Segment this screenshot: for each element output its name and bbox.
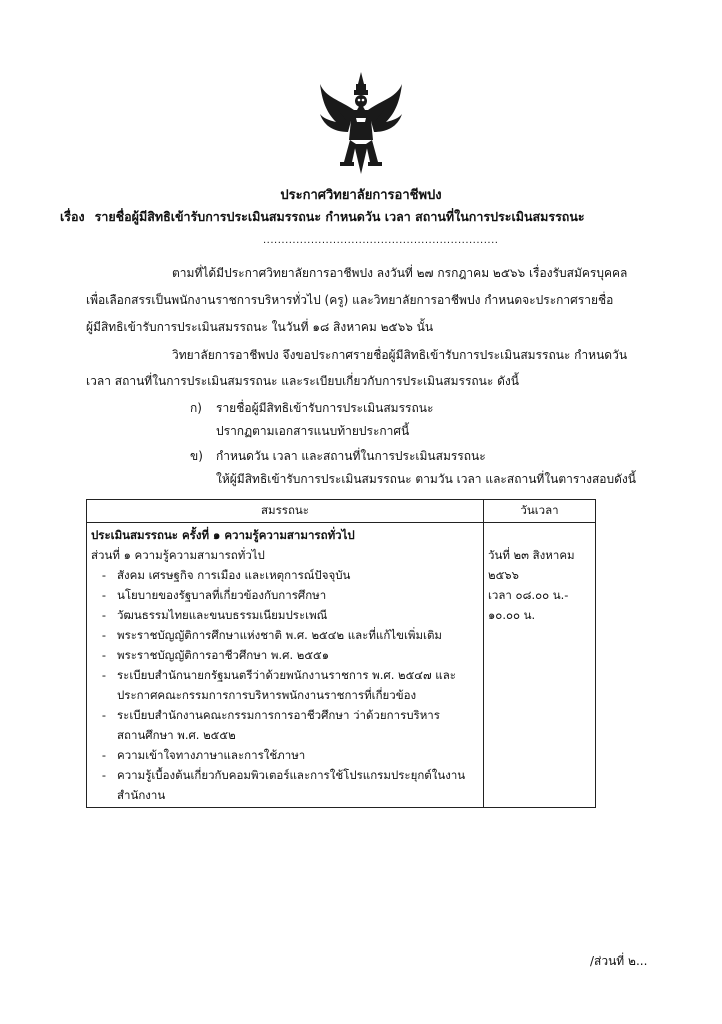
item-a-letter: ก)	[190, 401, 202, 415]
list-item-line: ประกาศคณะกรรมการการบริหารพนักงานราชการที่เกี่ยวข้อง	[117, 688, 417, 702]
part-heading: ส่วนที่ ๑ ความรู้ความสามารถทั่วไป	[91, 548, 265, 562]
paragraph-1-line-2: เพื่อเลือกสรรเป็นพนักงานราชการบริหารทั่วไป (ครู) และวิทยาลัยการอาชีพปง กำหนดจะประกาศรายชื่อ	[86, 293, 614, 307]
list-item-line: สถานศึกษา พ.ศ. ๒๕๕๒	[117, 728, 236, 742]
list-item-text: ความเข้าใจทางภาษาและการใช้ภาษา	[117, 748, 306, 762]
exam-time: เวลา ๐๘.๐๐ น.- ๑๐.๐๐ น.	[488, 588, 569, 622]
dash-bullet: -	[101, 748, 107, 762]
dash-bullet: -	[101, 708, 107, 722]
dash-bullet: -	[101, 648, 107, 662]
list-item-text	[117, 705, 479, 745]
table-row	[87, 523, 596, 808]
paragraph-1-line-3: ผู้มีสิทธิเข้ารับการประเมินสมรรถนะ ในวันที่ ๑๘ สิงหาคม ๒๕๖๖ นั้น	[86, 320, 434, 334]
paragraph-2-line-2: เวลา สถานที่ในการประเมินสมรรถนะ และระเบียบเกี่ยวกับการประเมินสมรรถนะ ดังนี้	[86, 374, 519, 388]
list-item-line: สำนักงาน	[117, 788, 166, 802]
list-item	[91, 745, 479, 765]
item-b-letter: ข)	[190, 449, 203, 463]
list-item-line: ความรู้เบื้องต้นเกี่ยวกับคอมพิวเตอร์และการใช้โปรแกรมประยุกต์ในงาน	[117, 768, 466, 782]
list-item-text: พระราชบัญญัติการศึกษาแห่งชาติ พ.ศ. ๒๕๔๒ และที่แก้ไขเพิ่มเติม	[117, 628, 443, 642]
announcement-subject	[60, 207, 700, 227]
list-item	[91, 565, 479, 585]
item-a-line-1: รายชื่อผู้มีสิทธิเข้ารับการประเมินสมรรถนะ	[216, 401, 434, 415]
schedule-table	[86, 499, 596, 808]
list-item	[91, 625, 479, 645]
subject-text: รายชื่อผู้มีสิทธิเข้ารับการประเมินสมรรถนะ กำหนดวัน เวลา สถานที่ในการประเมินสมรรถนะ	[94, 209, 585, 224]
datetime-cell	[484, 523, 596, 808]
dash-bullet: -	[101, 628, 107, 642]
list-item	[91, 645, 479, 665]
topic-heading: ประเมินสมรรถนะ ครั้งที่ ๑ ความรู้ความสามารถทั่วไป	[91, 528, 355, 542]
list-item-text	[117, 665, 479, 705]
paragraph-2-line-1: วิทยาลัยการอาชีพปง จึงขอประกาศรายชื่อผู้มีสิทธิเข้ารับการประเมินสมรรถนะ กำหนดวัน	[172, 348, 628, 362]
item-b-line-2: ให้ผู้มีสิทธิเข้ารับการประเมินสมรรถนะ ตามวัน เวลา และสถานที่ในตารางสอบดังนี้	[216, 472, 636, 486]
garuda-emblem-icon	[318, 70, 404, 180]
list-item	[91, 705, 479, 745]
list-item-text: พระราชบัญญัติการอาชีวศึกษา พ.ศ. ๒๕๕๑	[117, 648, 330, 662]
list-item	[91, 605, 479, 625]
dash-bullet: -	[101, 568, 107, 582]
subject-label: เรื่อง	[60, 209, 85, 224]
dash-bullet: -	[101, 588, 107, 602]
competency-cell	[87, 523, 484, 808]
list-item	[91, 665, 479, 705]
separator-dots: ................................................................	[263, 235, 499, 246]
list-item-text: วัฒนธรรมไทยและขนบธรรมเนียมประเพณี	[117, 608, 328, 622]
exam-date: วันที่ ๒๓ สิงหาคม ๒๕๖๖	[488, 548, 575, 582]
list-item-line: ระเบียบสำนักนายกรัฐมนตรีว่าด้วยพนักงานราชการ พ.ศ. ๒๕๔๗ และ	[117, 668, 456, 682]
list-item-text: นโยบายของรัฐบาลที่เกี่ยวข้องกับการศึกษา	[117, 588, 327, 602]
list-item	[91, 765, 479, 805]
item-b-line-1: กำหนดวัน เวลา และสถานที่ในการประเมินสมรรถนะ	[216, 449, 486, 463]
list-item-text: สังคม เศรษฐกิจ การเมือง และเหตุการณ์ปัจจุบัน	[117, 568, 351, 582]
header-competency: สมรรถนะ	[87, 500, 484, 523]
header-datetime: วันเวลา	[484, 500, 596, 523]
next-page-marker: /ส่วนที่ ๒...	[590, 954, 648, 968]
table-header-row	[87, 500, 596, 523]
paragraph-1-line-1: ตามที่ได้มีประกาศวิทยาลัยการอาชีพปง ลงวันที่ ๒๗ กรกฎาคม ๒๕๖๖ เรื่องรับสมัครบุคคล	[172, 266, 628, 280]
item-a-line-2: ปรากฏตามเอกสารแนบท้ายประกาศนี้	[216, 424, 410, 438]
list-item-line: ระเบียบสำนักงานคณะกรรมการการอาชีวศึกษา ว่าด้วยการบริหาร	[117, 708, 440, 722]
datetime-spacer	[488, 525, 591, 545]
list-item-text	[117, 765, 479, 805]
announcement-title: ประกาศวิทยาลัยการอาชีพปง	[280, 188, 442, 203]
list-item	[91, 585, 479, 605]
dash-bullet: -	[101, 608, 107, 622]
dash-bullet: -	[101, 768, 107, 782]
dash-bullet: -	[101, 668, 107, 682]
